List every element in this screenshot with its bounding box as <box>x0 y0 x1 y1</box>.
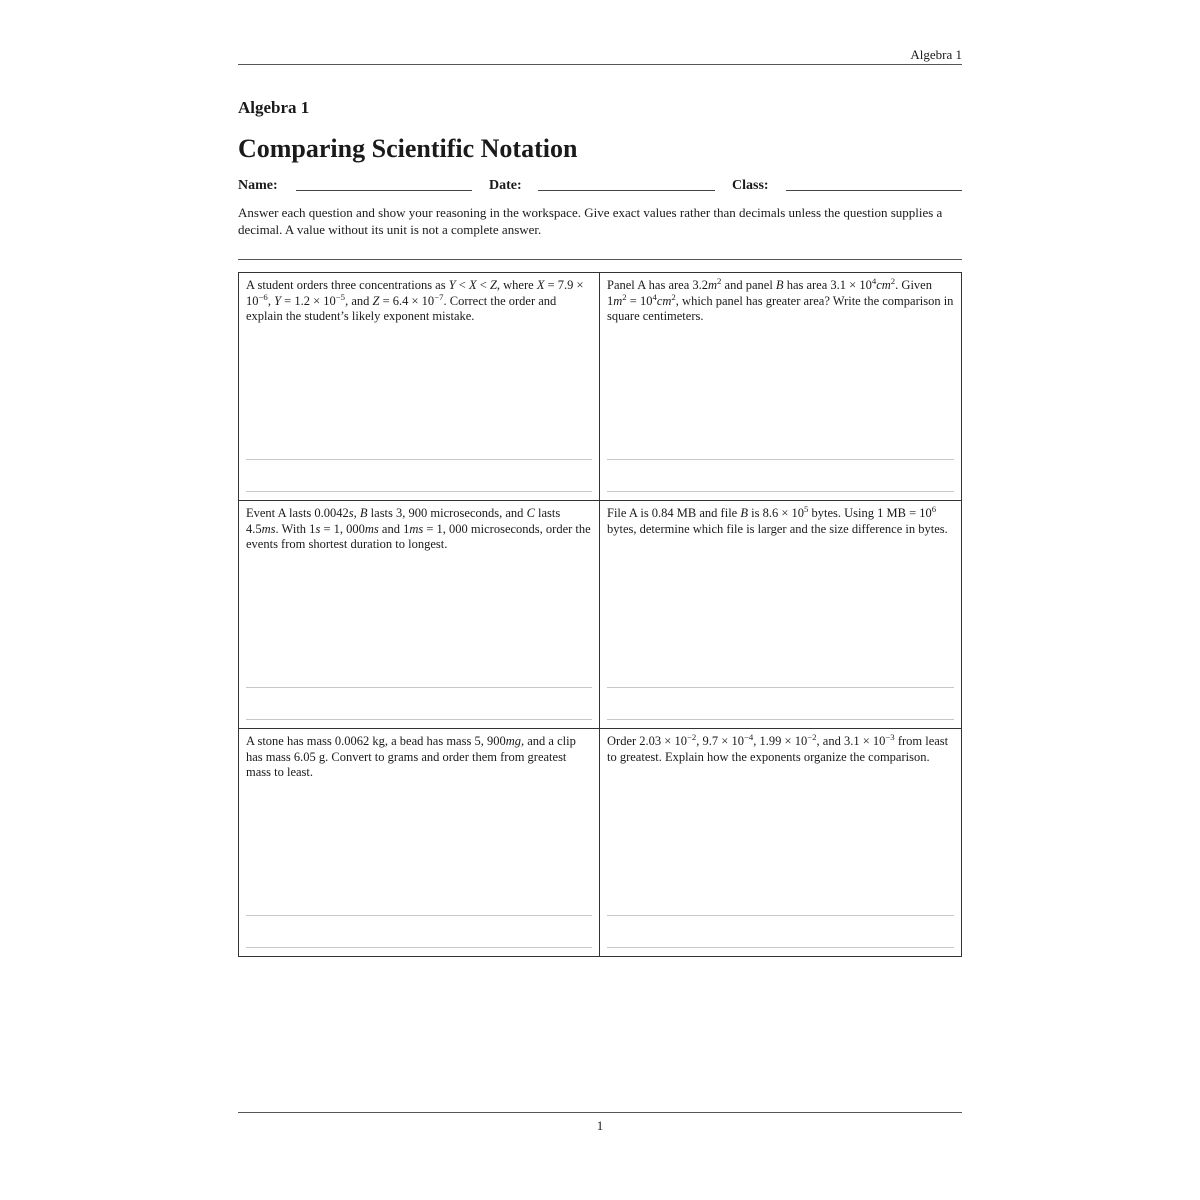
question-cell <box>239 501 600 729</box>
question-cell <box>600 501 961 729</box>
name-label: Name: <box>238 178 278 193</box>
date-label: Date: <box>489 178 522 193</box>
instructions-rule <box>238 259 962 260</box>
answer-line[interactable] <box>607 687 954 688</box>
header-rule <box>238 64 962 65</box>
question-cell <box>239 273 600 501</box>
answer-line[interactable] <box>246 459 592 460</box>
running-header-title: Algebra 1 <box>910 47 962 62</box>
question-cell <box>600 729 961 956</box>
class-label: Class: <box>732 178 769 193</box>
answer-line[interactable] <box>246 719 592 720</box>
answer-line[interactable] <box>607 459 954 460</box>
question-cell <box>600 273 961 501</box>
question-grid <box>238 272 962 957</box>
answer-line[interactable] <box>607 947 954 948</box>
question-text: A student orders three concentrations as Y < X < Z, where $X = 7.9 \times 10^{-6}$, $Y = 1.2 \times 10^{-5}$, and $Z = 6.4 \times 10^{-7}$. Correct the order and explain the student’s likely exponent mistake. <box>246 278 584 323</box>
question-text: Order $2.03 \times 10^{-2}$, $9.7 \times 10^{-4}$, $1.99 \times 10^{-2}$, and $3.1 \times 10^{-3}$ from least to greatest. Explain how the exponents organize the comparison. <box>607 731 949 764</box>
worksheet-title: Comparing Scientific Notation <box>238 134 578 163</box>
answer-line[interactable] <box>246 687 592 688</box>
answer-line[interactable] <box>246 491 592 492</box>
course-label: Algebra 1 <box>238 98 310 117</box>
answer-line[interactable] <box>607 719 954 720</box>
answer-line[interactable] <box>246 947 592 948</box>
student-info-row <box>238 176 962 196</box>
answer-line[interactable] <box>607 915 954 916</box>
question-cell <box>239 729 600 956</box>
page-number: 1 <box>596 1118 604 1133</box>
question-text: File A is 0.84 MB and file B is $8.6 \times 10^5$ bytes. Using 1 MB = $10^6$ bytes, determine which file is larger and the size difference in bytes. <box>607 503 948 536</box>
date-field[interactable] <box>538 190 715 191</box>
worksheet-page <box>238 0 962 1200</box>
class-field[interactable] <box>786 190 962 191</box>
footer-rule <box>238 1112 962 1113</box>
question-text: A stone has mass 0.0062 kg, a bead has mass 5, 900mg, and a clip has mass 6.05 g. Convert to grams and order them from greatest mass to least. <box>246 734 576 779</box>
answer-line[interactable] <box>607 491 954 492</box>
question-text: Panel A has area $3.2m^2$ and panel B has area $3.1 \times 10^4cm^2$. Given $1m^2 = 10^4cm^2$, which panel has greater area? Write the comparison in square centimeters. <box>607 275 954 323</box>
question-text: Event A lasts 0.0042s, B lasts 3, 900 microseconds, and C lasts 4.5ms. With 1s = 1, 000ms and 1ms = 1, 000 microseconds, order the events from shortest duration to longest. <box>246 506 591 551</box>
instructions: Answer each question and show your reasoning in the workspace. Give exact values rather than decimals unless the question supplies a decimal. A value without its unit is not a complete answer. <box>238 205 943 237</box>
name-field[interactable] <box>296 190 472 191</box>
answer-line[interactable] <box>246 915 592 916</box>
